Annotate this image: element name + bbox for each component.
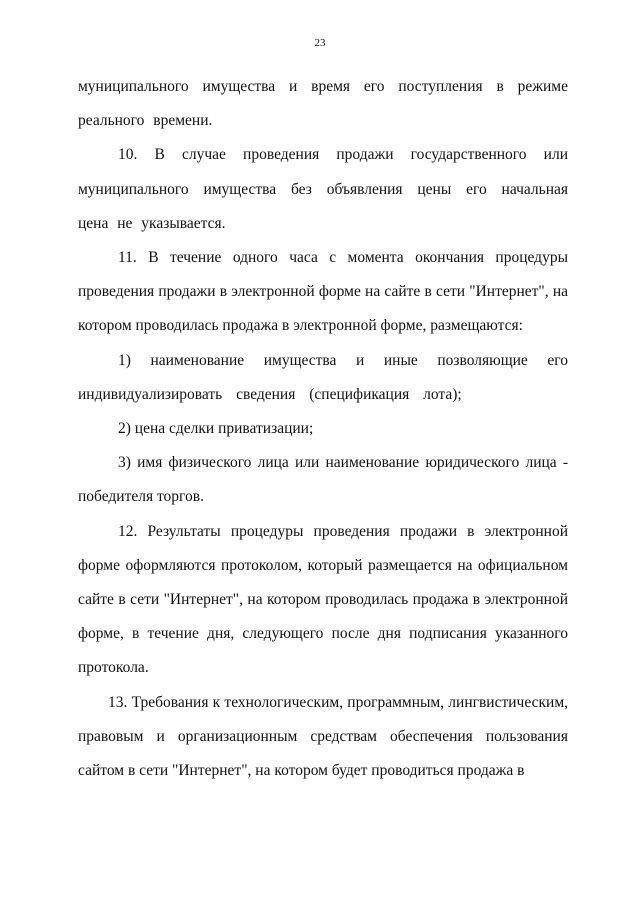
paragraph-item-10: 10. В случае проведения продажи государственного или муниципального имущества без объявления цены его начальная цена не указывается. bbox=[78, 146, 568, 232]
paragraph-item-13: 13. Требования к технологическим, программным, лингвистическим, правовым и организационным средствам обеспечения пользования сайтом в сети "Интернет", на котором будет проводиться продажа в bbox=[78, 693, 568, 780]
subitem-1: 1) наименование имущества и иные позволяющие его индивидуализировать сведения (спецификация лота); bbox=[78, 351, 568, 403]
document-body bbox=[78, 70, 568, 788]
subitem-3: 3) имя физического лица или наименование юридического лица - победителя торгов. bbox=[78, 454, 568, 506]
subitem-2: 2) цена сделки приватизации; bbox=[118, 420, 314, 438]
paragraph-item-12: 12. Результаты процедуры проведения продажи в электронной форме оформляются протоколом, который размещается на официальном сайте в сети "Интернет", на котором проводилась продажа в электронной форме, в течение дня, следующего после дня подписания указанного протокола. bbox=[78, 522, 568, 677]
paragraph-continuation: муниципального имущества и время его поступления в режиме реального времени. bbox=[78, 78, 568, 130]
page-number: 23 bbox=[314, 37, 326, 49]
paragraph-item-11: 11. В течение одного часа с момента окончания процедуры проведения продажи в электронной форме на сайте в сети "Интернет", на котором проводилась продажа в электронной форме, размещаются: bbox=[78, 249, 568, 335]
